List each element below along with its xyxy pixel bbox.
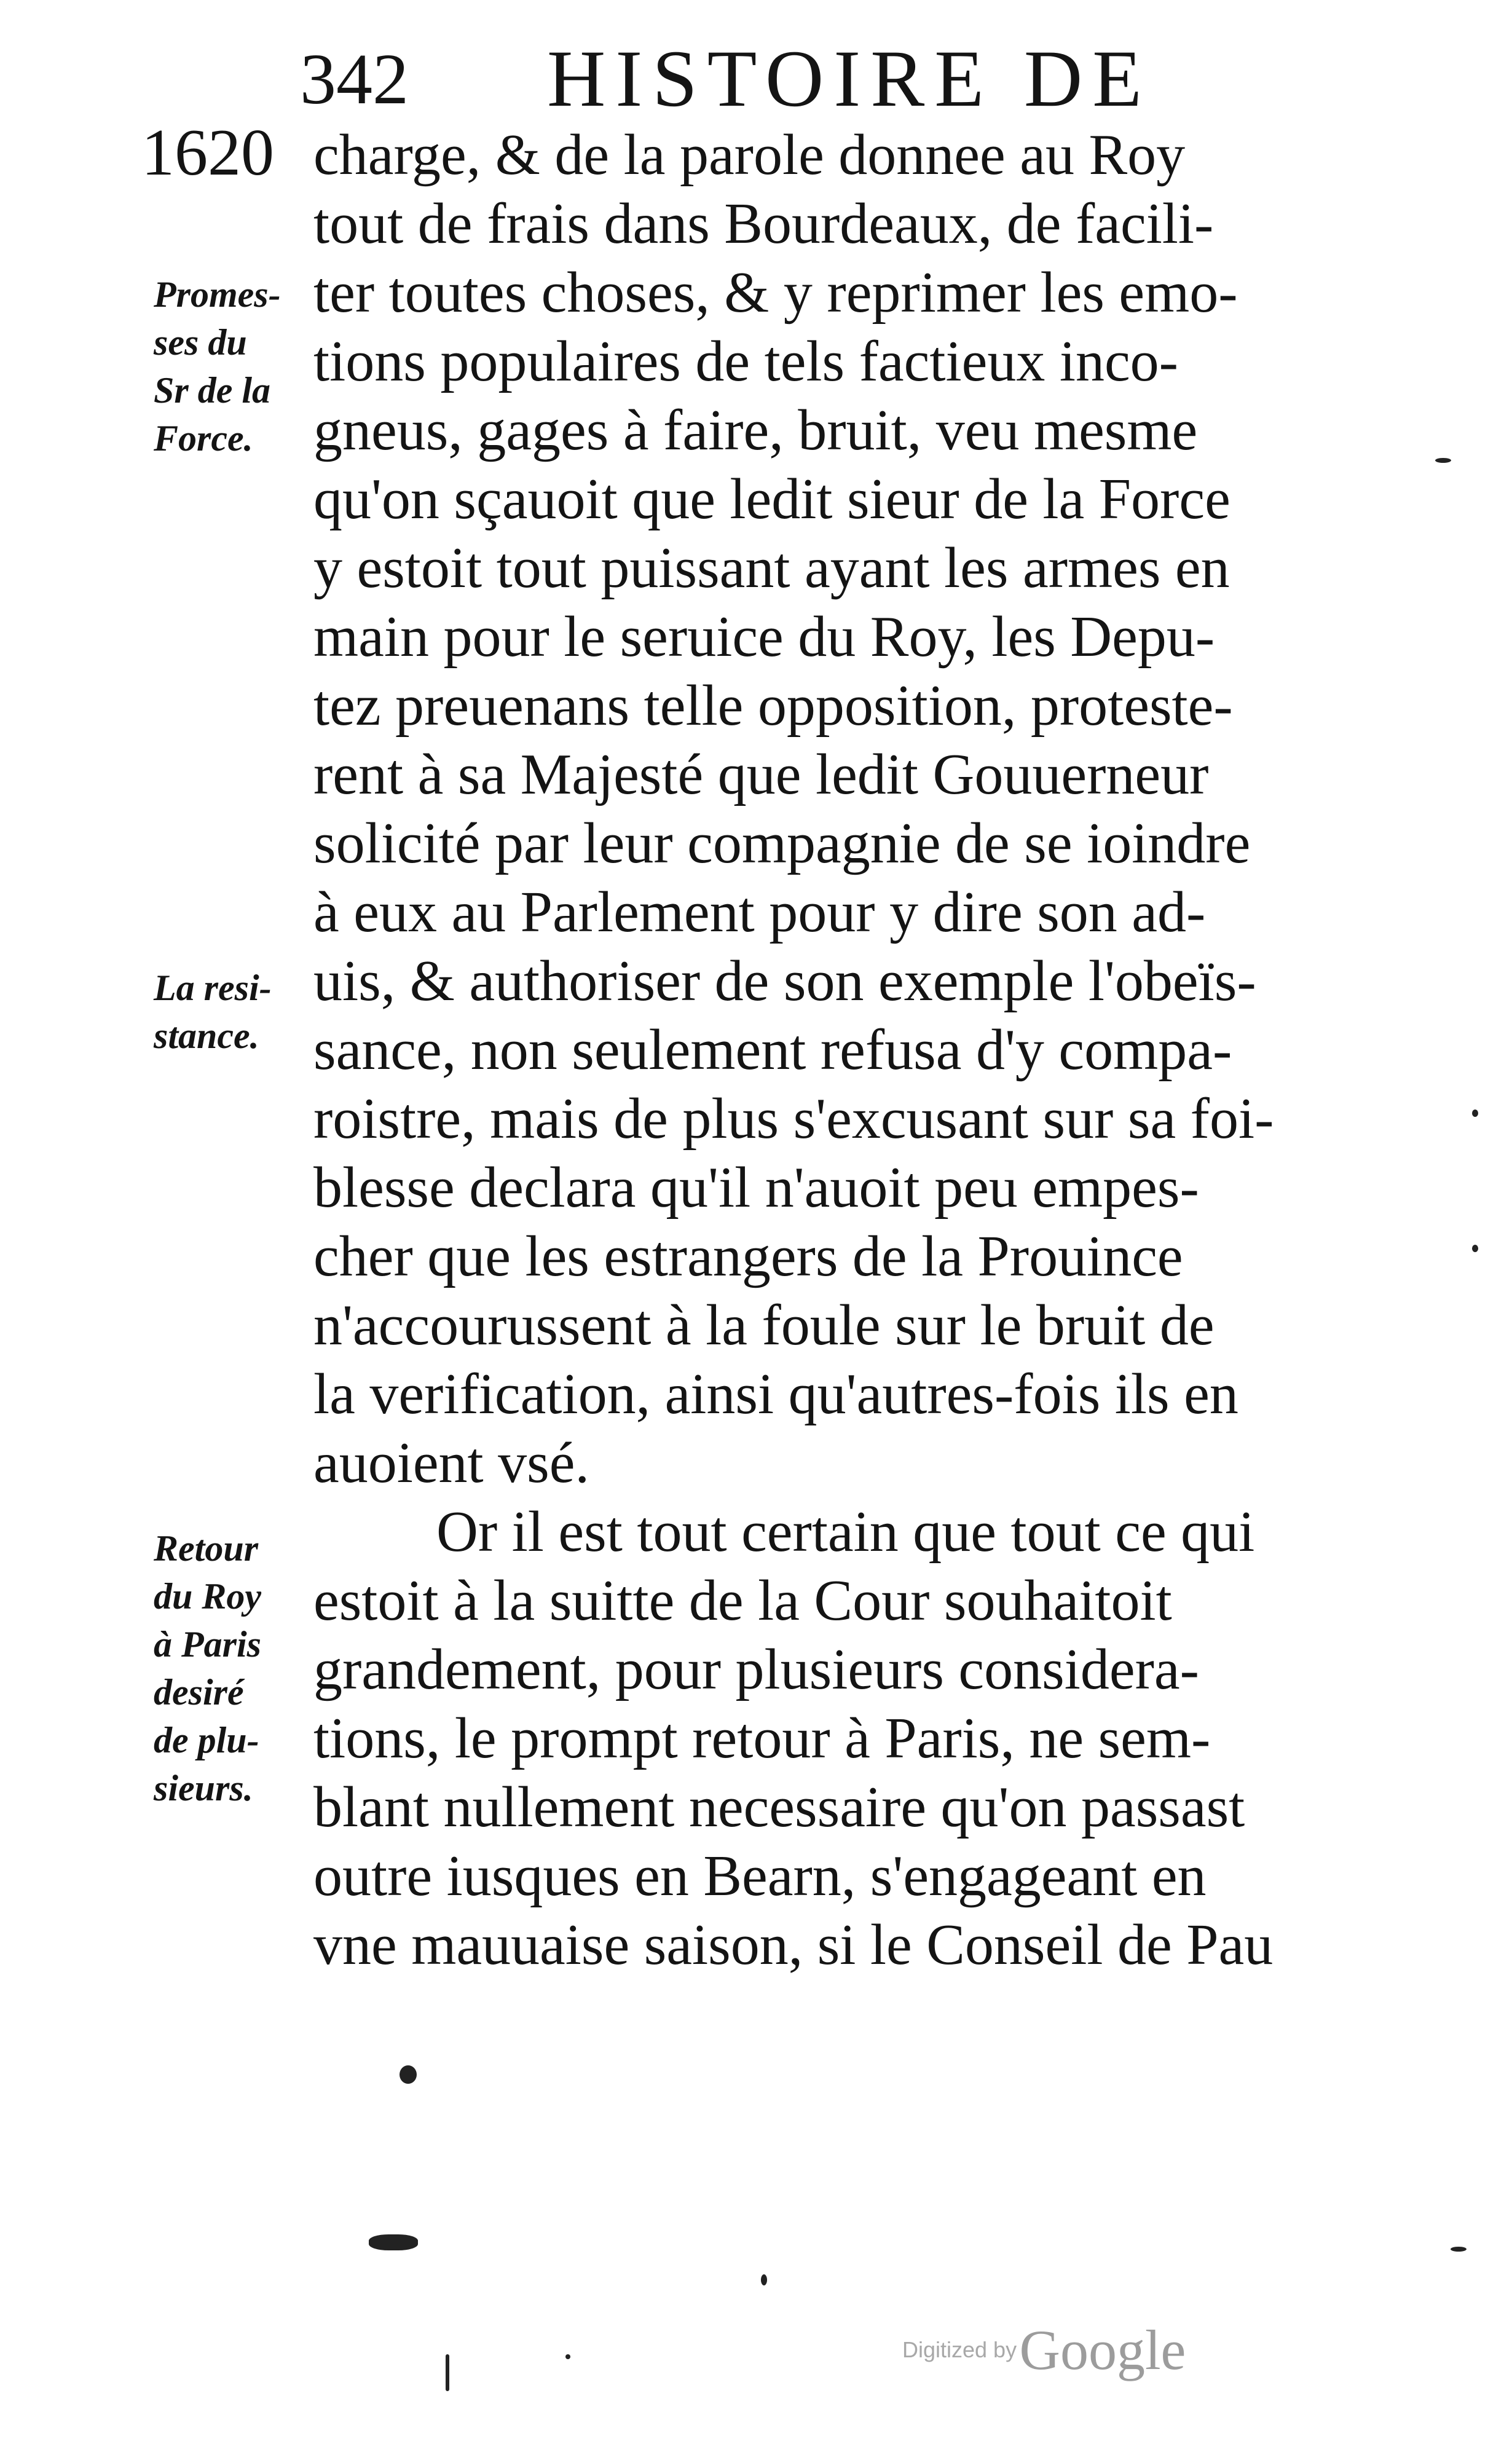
margin-note-line: Force.: [154, 418, 253, 459]
body-line: roistre, mais de plus s'excusant sur sa foi-: [313, 1087, 1274, 1151]
ink-speck: [1472, 1110, 1478, 1117]
body-line: gneus, gages à faire, bruit, veu mesme: [313, 398, 1198, 462]
margin-note-line: à Paris: [154, 1624, 262, 1665]
watermark-prefix: Digitized by: [902, 2337, 1017, 2362]
margin-note-line: stance.: [154, 1015, 259, 1056]
margin-note-line: Retour: [154, 1528, 259, 1569]
margin-note-line: ses du: [154, 322, 247, 363]
ink-speck: [1435, 458, 1451, 463]
body-line: sance, non seulement refusa d'y compa-: [313, 1018, 1232, 1082]
margin-note-line: desiré: [154, 1672, 244, 1713]
body-line: ter toutes choses, & y reprimer les emo-: [313, 261, 1238, 325]
margin-note-promesses: [154, 270, 320, 462]
body-line: grandement, pour plusieurs considera-: [313, 1638, 1199, 1701]
ink-speck: [565, 2354, 570, 2359]
body-line: outre iusques en Bearn, s'engageant en: [313, 1844, 1207, 1908]
google-watermark: [902, 2317, 1186, 2383]
body-line: estoit à la suitte de la Cour souhaitoit: [313, 1569, 1172, 1633]
google-logo: Google: [1019, 2319, 1186, 2381]
margin-note-line: sieurs.: [154, 1768, 253, 1808]
running-title: HISTOIRE DE: [547, 33, 1152, 124]
margin-note-line: de plu-: [154, 1720, 259, 1760]
body-line: rent à sa Majesté que ledit Gouuerneur: [313, 743, 1209, 806]
body-line: charge, & de la parole donnee au Roy: [313, 123, 1186, 187]
margin-year: 1620: [141, 116, 274, 189]
ink-speck: [446, 2354, 449, 2391]
body-line: cher que les estrangers de la Prouince: [313, 1224, 1183, 1288]
margin-note-line: Promes-: [154, 274, 281, 315]
margin-note-retour: [154, 1524, 320, 1812]
ink-speck: [1451, 2247, 1467, 2252]
ink-speck: [400, 2065, 417, 2084]
ink-speck: [1472, 1245, 1478, 1252]
body-line: solicité par leur compagnie de se ioindre: [313, 811, 1251, 875]
body-line: blesse declara qu'il n'auoit peu empes-: [313, 1156, 1199, 1220]
ink-speck: [369, 2234, 418, 2250]
body-line: à eux au Parlement pour y dire son ad-: [313, 880, 1206, 944]
body-line: y estoit tout puissant ayant les armes en: [313, 536, 1230, 600]
body-line: blant nullement necessaire qu'on passast: [313, 1775, 1245, 1839]
body-line: tions populaires de tels factieux inco-: [313, 329, 1178, 393]
body-line: n'accourussent à la foule sur le bruit de: [313, 1293, 1215, 1357]
body-line: tions, le prompt retour à Paris, ne sem-: [313, 1706, 1211, 1770]
body-line: uis, & authoriser de son exemple l'obeïs-: [313, 949, 1256, 1013]
margin-note-line: du Roy: [154, 1576, 262, 1617]
margin-note-resistance: [154, 964, 320, 1060]
body-line: tez preuenans telle opposition, proteste-: [313, 674, 1233, 738]
margin-note-line: La resi-: [154, 968, 272, 1008]
body-line: la verification, ainsi qu'autres-fois ils en: [313, 1362, 1238, 1426]
body-line: qu'on sçauoit que ledit sieur de la Force: [313, 467, 1230, 531]
page-number: 342: [300, 39, 409, 119]
body-line: tout de frais dans Bourdeaux, de facili-: [313, 192, 1214, 256]
body-line-indented: Or il est tout certain que tout ce qui: [436, 1500, 1255, 1564]
margin-note-line: Sr de la: [154, 370, 271, 411]
ink-speck: [761, 2274, 767, 2285]
body-line: main pour le seruice du Roy, les Depu-: [313, 605, 1215, 669]
body-line: auoient vsé.: [313, 1431, 589, 1495]
body-line: vne mauuaise saison, si le Conseil de Pau: [313, 1913, 1274, 1977]
